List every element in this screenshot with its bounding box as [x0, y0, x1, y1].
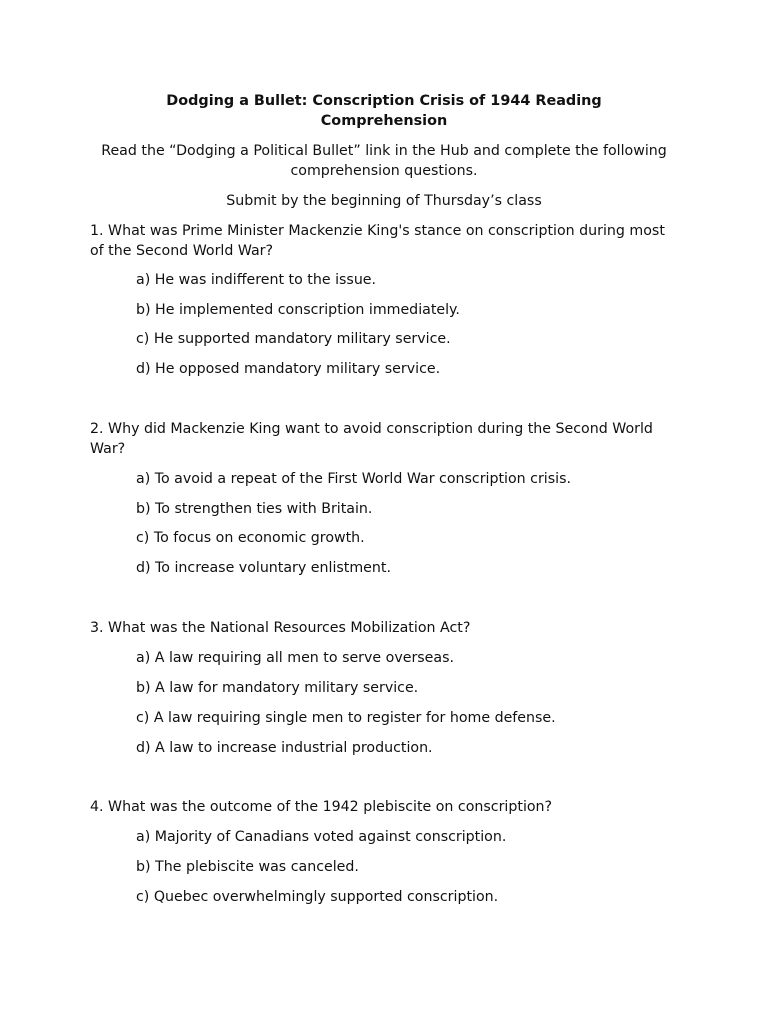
- instructions-text: Read the “Dodging a Political Bullet” link in the Hub and complete the following comprehension questions.: [101, 143, 667, 179]
- question-3-option-b: b) A law for mandatory military service.: [136, 680, 419, 696]
- question-4-option-c: c) Quebec overwhelmingly supported conscription.: [136, 889, 499, 905]
- question-2: 2. Why did Mackenzie King want to avoid conscription during the Second World War?: [90, 421, 653, 457]
- question-4: 4. What was the outcome of the 1942 plebiscite on conscription?: [90, 799, 553, 815]
- question-4-option-a: a) Majority of Canadians voted against conscription.: [136, 829, 507, 845]
- question-1-option-d: d) He opposed mandatory military service.: [136, 361, 441, 377]
- question-2-option-d: d) To increase voluntary enlistment.: [136, 560, 391, 576]
- question-1: 1. What was Prime Minister Mackenzie King's stance on conscription during most of the Second World War?: [90, 223, 665, 259]
- question-1-option-b: b) He implemented conscription immediately.: [136, 302, 460, 318]
- question-2-option-b: b) To strengthen ties with Britain.: [136, 501, 373, 517]
- question-3-option-d: d) A law to increase industrial production.: [136, 740, 433, 756]
- question-3-option-c: c) A law requiring single men to register for home defense.: [136, 710, 556, 726]
- deadline-text: Submit by the beginning of Thursday’s class: [226, 193, 542, 209]
- question-1-option-c: c) He supported mandatory military service.: [136, 331, 451, 347]
- question-3-option-a: a) A law requiring all men to serve overseas.: [136, 650, 455, 666]
- question-3: 3. What was the National Resources Mobilization Act?: [90, 620, 471, 636]
- question-1-option-a: a) He was indifferent to the issue.: [136, 272, 377, 288]
- question-2-option-a: a) To avoid a repeat of the First World War conscription crisis.: [136, 471, 571, 487]
- document-title: Dodging a Bullet: Conscription Crisis of 1944 Reading Comprehension: [166, 93, 602, 129]
- question-4-option-b: b) The plebiscite was canceled.: [136, 859, 359, 875]
- question-2-option-c: c) To focus on economic growth.: [136, 530, 365, 546]
